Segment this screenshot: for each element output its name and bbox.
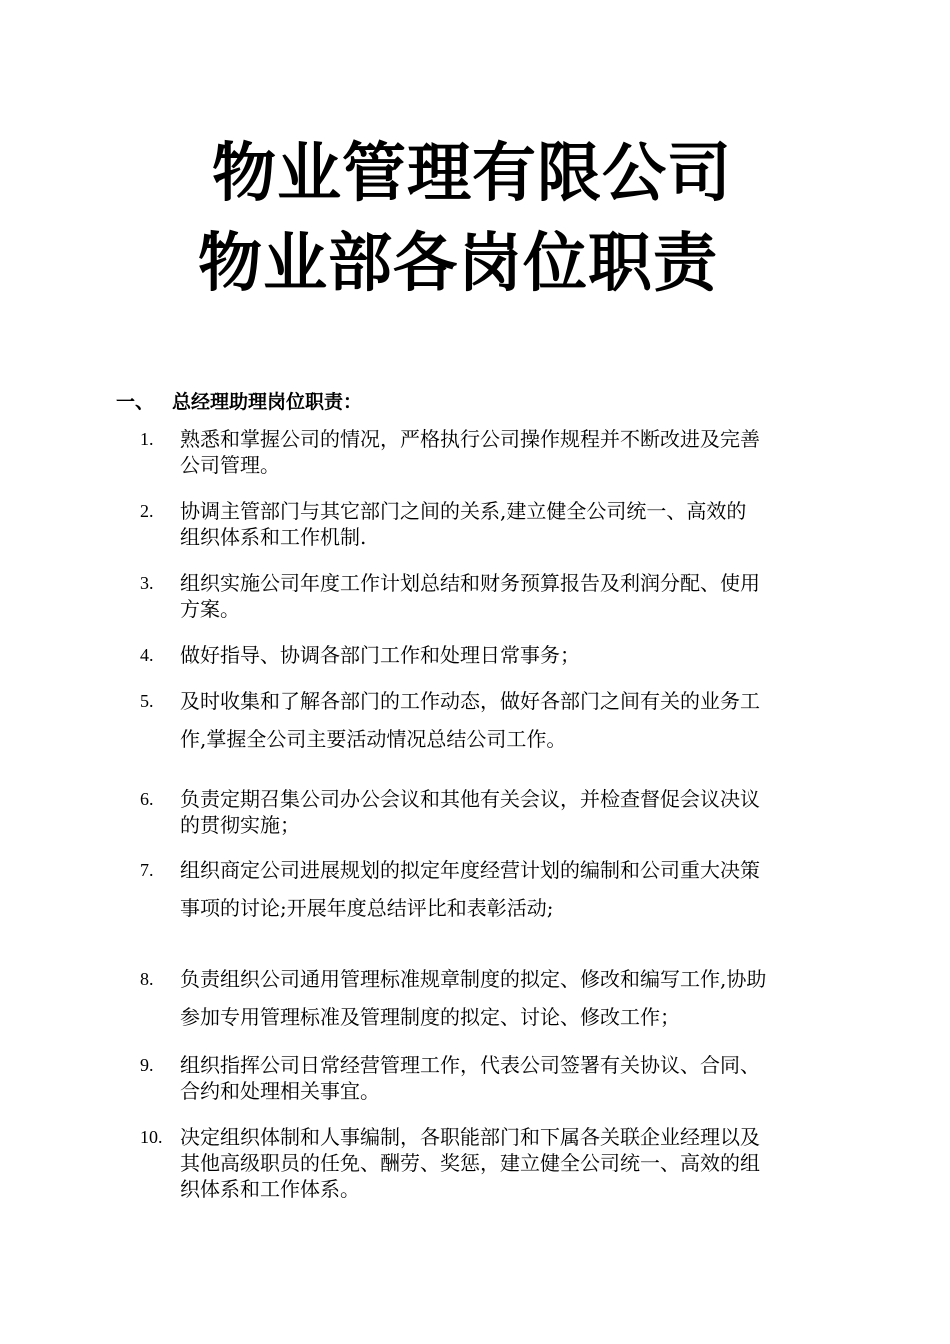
duty-item-2 (140, 498, 840, 550)
item-number: 2. (140, 501, 154, 521)
section-title: 总经理助理岗位职责： (172, 391, 363, 413)
item-text: 组织指挥公司日常经营管理工作，代表公司签署有关协议、合同、 合约和处理相关事宜。 (180, 1053, 760, 1103)
duty-item-9 (140, 1052, 840, 1104)
duty-item-3 (140, 570, 840, 622)
duty-item-4 (140, 642, 840, 668)
item-text: 组织商定公司进展规划的拟定年度经营计划的编制和公司重大决策 事项的讨论;开展年度总结评比和表彰活动; (180, 858, 760, 920)
item-number: 6. (140, 789, 154, 809)
item-number: 4. (140, 645, 154, 665)
item-text: 做好指导、协调各部门工作和处理日常事务； (180, 643, 580, 667)
item-number: 1. (140, 429, 154, 449)
item-text: 组织实施公司年度工作计划总结和财务预算报告及利润分配、使用 方案。 (180, 571, 760, 621)
duty-item-10 (140, 1124, 840, 1202)
item-number: 3. (140, 573, 154, 593)
section-number: 一、 (116, 391, 155, 413)
item-number: 9. (140, 1055, 154, 1075)
duty-item-6 (140, 786, 840, 838)
document-title-line-1: 物业管理有限公司 (212, 137, 732, 211)
duty-item-7 (140, 851, 840, 927)
item-text: 熟悉和掌握公司的情况，严格执行公司操作规程并不断改进及完善 公司管理。 (180, 427, 760, 477)
document-title-line-2: 物业部各岗位职责 (198, 227, 718, 301)
item-text: 及时收集和了解各部门的工作动态，做好各部门之间有关的业务工 作,掌握全公司主要活动情况总结公司工作。 (180, 689, 760, 751)
item-number: 8. (140, 969, 154, 989)
item-number: 5. (140, 691, 154, 711)
item-number: 7. (140, 860, 154, 880)
item-text: 负责组织公司通用管理标准规章制度的拟定、修改和编写工作,协助 参加专用管理标准及管理制度的拟定、讨论、修改工作； (180, 967, 767, 1029)
item-text: 负责定期召集公司办公会议和其他有关会议，并检查督促会议决议 的贯彻实施； (180, 787, 760, 837)
duty-item-8 (140, 960, 840, 1036)
duty-item-1 (140, 426, 840, 478)
section-heading (116, 388, 362, 416)
item-number: 10. (140, 1127, 163, 1147)
item-text: 决定组织体制和人事编制，各职能部门和下属各关联企业经理以及 其他高级职员的任免、酬劳、奖惩，建立健全公司统一、高效的组 织体系和工作体系。 (180, 1125, 760, 1201)
duty-item-5 (140, 682, 840, 758)
item-text: 协调主管部门与其它部门之间的关系,建立健全公司统一、高效的 组织体系和工作机制. (180, 499, 747, 549)
